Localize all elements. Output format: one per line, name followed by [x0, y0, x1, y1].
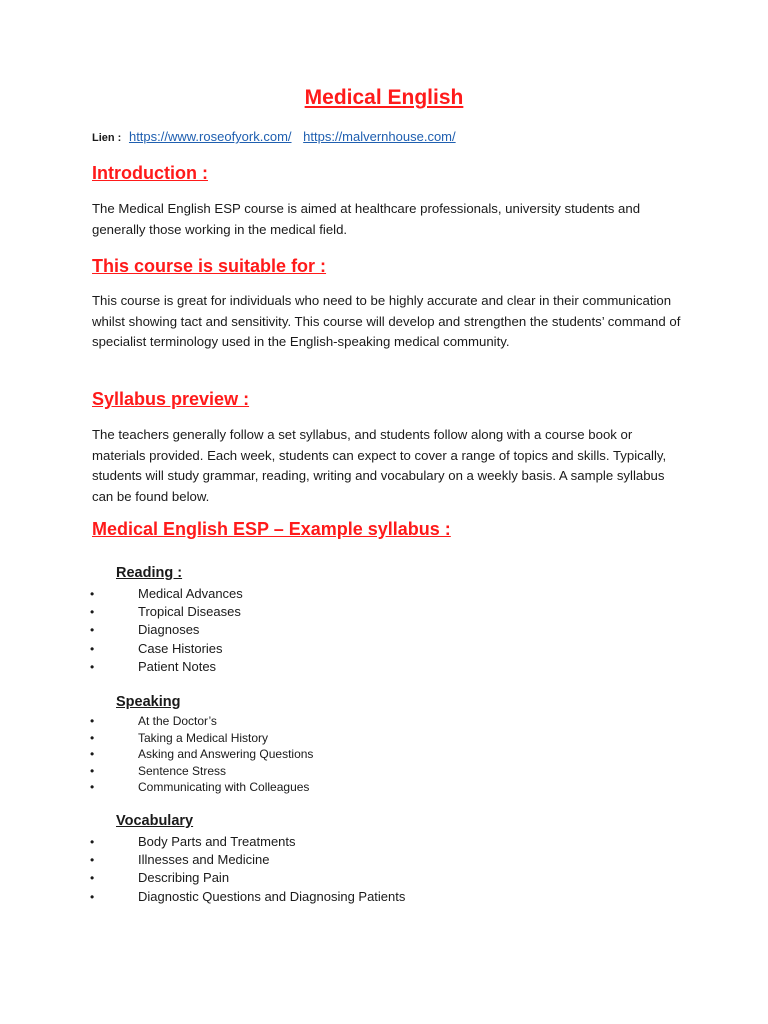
list-item: • Describing Pain: [90, 869, 405, 887]
list-item: • Patient Notes: [90, 658, 243, 676]
bullet-icon: •: [90, 780, 95, 794]
vocabulary-list: [90, 833, 405, 906]
bullet-icon: •: [90, 659, 95, 674]
heading-suitable: This course is suitable for :: [92, 256, 327, 276]
list-item: • Medical Advances: [90, 585, 243, 603]
subheading-speaking: Speaking: [116, 694, 181, 710]
list-item: • Diagnoses: [90, 621, 243, 639]
heading-introduction: Introduction :: [92, 163, 208, 183]
heading-example-syllabus: Medical English ESP – Example syllabus :: [92, 519, 451, 539]
bullet-icon: •: [90, 714, 95, 728]
list-item: • Tropical Diseases: [90, 603, 243, 621]
bullet-icon: •: [90, 641, 95, 656]
links-label: Lien :: [92, 132, 122, 144]
bullet-icon: •: [90, 605, 95, 620]
paragraph-syllabus-preview: The teachers generally follow a set syllabus, and students follow along with a course book or materials provided. Each week, students can expect to cover a range of topics and skills. Typically, students will study grammar, reading, writing and vocabulary on a weekly basis. A sample syllabus can be found below.: [92, 427, 667, 505]
bullet-icon: •: [90, 623, 95, 638]
subheading-vocabulary: Vocabulary: [116, 813, 194, 829]
list-item: • At the Doctor’s: [90, 714, 217, 728]
bullet-icon: •: [90, 587, 95, 601]
paragraph-introduction: The Medical English ESP course is aimed at healthcare professionals, university students and generally those working in the medical field.: [92, 201, 641, 237]
links-line: [92, 129, 464, 144]
link-roseofyork[interactable]: https://www.roseofyork.com/: [128, 129, 292, 144]
list-item: • Illnesses and Medicine: [90, 851, 405, 869]
link-malvernhouse[interactable]: https://malvernhouse.com/: [303, 129, 456, 144]
heading-syllabus-preview: Syllabus preview :: [92, 389, 250, 409]
bullet-icon: •: [90, 853, 95, 868]
speaking-list: [90, 713, 313, 796]
list-item: • Communicating with Colleagues: [90, 780, 310, 794]
list-item: • Taking a Medical History: [90, 730, 269, 745]
list-item: • Asking and Answering Questions: [90, 747, 314, 761]
bullet-icon: •: [90, 871, 95, 886]
bullet-icon: •: [90, 747, 95, 761]
paragraph-suitable: This course is great for individuals who need to be highly accurate and clear in their communication whilst showing tact and sensitivity. This course will develop and strengthen the students’ command of specialist terminology used in the English-speaking medical community.: [92, 293, 681, 350]
bullet-icon: •: [90, 763, 95, 778]
bullet-icon: •: [90, 730, 95, 745]
bullet-icon: •: [90, 889, 95, 904]
list-item: • Diagnostic Questions and Diagnosing Patients: [90, 888, 405, 906]
subheading-reading: Reading :: [116, 565, 183, 581]
list-item: • Body Parts and Treatments: [90, 833, 405, 851]
reading-list: [90, 585, 243, 676]
list-item: • Case Histories: [90, 640, 243, 658]
page-title: Medical English: [304, 86, 464, 109]
list-item: • Sentence Stress: [90, 763, 227, 778]
bullet-icon: •: [90, 835, 95, 849]
